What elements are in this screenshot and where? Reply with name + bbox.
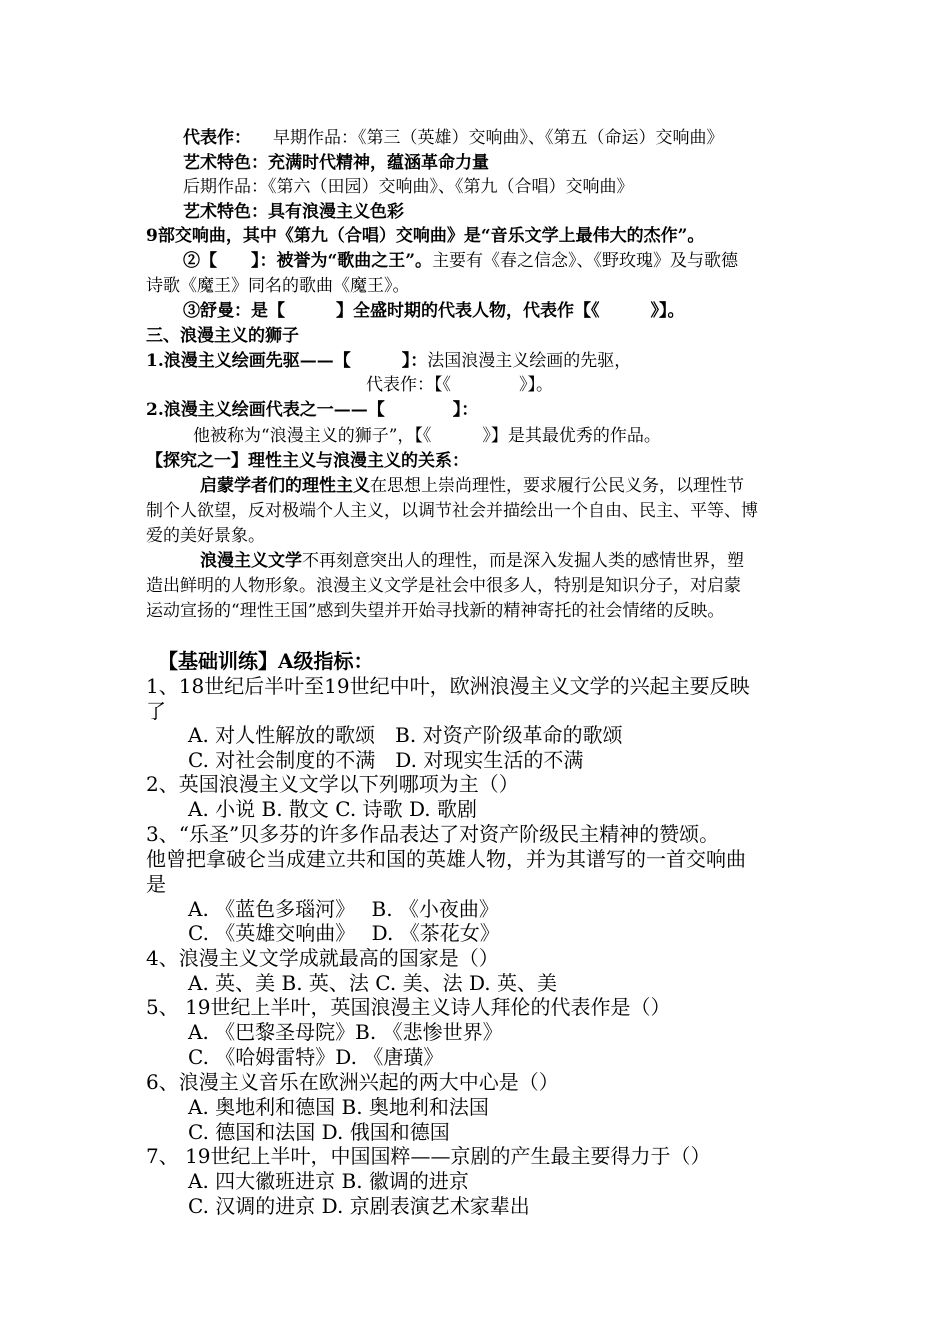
schubert-line-1: [183, 249, 738, 273]
q7-options-ab: A. 四大徽班进京 B. 徽调的进京: [188, 1169, 469, 1193]
explore-p1-line1: [200, 474, 744, 498]
painting-pioneer-rest: 法国浪漫主义绘画的先驱，: [427, 351, 632, 371]
explore-heading: 【探究之一】理性主义与浪漫主义的关系：: [146, 451, 469, 471]
section-three-heading: 三、浪漫主义的狮子: [146, 326, 299, 346]
q2-options: A. 小说 B. 散文 C. 诗歌 D. 歌剧: [188, 797, 477, 821]
q1-options-ab: A. 对人性解放的歌颂 B. 对资产阶级革命的歌颂: [188, 723, 623, 747]
training-heading: 【基础训练】A级指标：: [158, 649, 374, 673]
explore-p2-line3: 运动宣扬的“理性王国”感到失望并开始寻找新的精神寄托的社会情绪的反映。: [146, 601, 725, 621]
q3-options-ab: A. 《蓝色多瑙河》 B. 《小夜曲》: [188, 897, 499, 921]
q3-line3: 是: [146, 872, 166, 896]
schumann-rest: 代表作【《 》】。: [523, 301, 685, 321]
explore-p1-line3: 爱的美好景象。: [146, 526, 265, 546]
q7-options-cd: C. 汉调的进京 D. 京剧表演艺术家辈出: [188, 1194, 530, 1218]
q3-options-cd: C. 《英雄交响曲》 D. 《茶花女》: [188, 921, 500, 945]
q6-options-cd: C. 德国和法国 D. 俄国和德国: [188, 1120, 450, 1144]
q5-options-cd: C. 《哈姆雷特》D. 《唐璜》: [188, 1045, 444, 1069]
explore-p1-rest: 在思想上崇尚理性，要求履行公民义务，以理性节: [370, 476, 744, 496]
q1-options-cd: C. 对社会制度的不满 D. 对现实生活的不满: [188, 748, 584, 772]
schumann-bold: ③舒曼：是【 】全盛时期的代表人物，: [183, 301, 523, 321]
painting-pioneer-works: 代表作：【《 》】。: [366, 375, 553, 395]
explore-p2-line1: [200, 549, 744, 573]
explore-p1-bold: 启蒙学者们的理性主义: [200, 476, 370, 496]
lion-description: 他被称为“浪漫主义的狮子”，【《 》】是其最优秀的作品。: [193, 426, 661, 446]
q3-line1: 3、“乐圣”贝多芬的许多作品表达了对资产阶级民主精神的赞颂。: [146, 822, 720, 846]
schubert-bold: ②【 】：被誉为“歌曲之王”。: [183, 251, 433, 271]
q7-question: 7、 19世纪上半叶，中国国粹——京剧的产生最主要得力于（）: [146, 1144, 711, 1168]
schumann-line: [183, 299, 685, 323]
works-line: [183, 126, 724, 150]
early-works: 早期作品：《第三（英雄）交响曲》、《第五（命运）交响曲》: [273, 128, 724, 148]
explore-p1-line2: 制个人欲望，反对极端个人主义，以调节社会并描绘出一个自由、民主、平等、博: [146, 501, 758, 521]
q2-question: 2、英国浪漫主义文学以下列哪项为主（）: [146, 772, 519, 796]
nine-symphonies: 9部交响曲，其中《第九（合唱）交响曲》是“音乐文学上最伟大的杰作”。: [146, 226, 705, 246]
painting-pioneer-line: [146, 349, 631, 373]
q1-line1: 1、18世纪后半叶至19世纪中叶，欧洲浪漫主义文学的兴起主要反映: [146, 674, 750, 698]
late-works: 后期作品：《第六（田园）交响曲》、《第九（合唱）交响曲》: [183, 177, 634, 197]
early-feature: 艺术特色：充满时代精神，蕴涵革命力量: [183, 153, 489, 173]
works-label: 代表作：: [183, 128, 251, 148]
q3-line2: 他曾把拿破仑当成建立共和国的英雄人物，并为其谱写的一首交响曲: [146, 847, 746, 871]
q6-question: 6、浪漫主义音乐在欧洲兴起的两大中心是（）: [146, 1070, 559, 1094]
painting-pioneer-bold: 1.浪漫主义绘画先驱——【 】：: [146, 351, 428, 371]
explore-p2-line2: 造出鲜明的人物形象。浪漫主义文学是社会中很多人，特别是知识分子，对启蒙: [146, 576, 741, 596]
explore-p2-bold: 浪漫主义文学: [200, 551, 302, 571]
q4-question: 4、浪漫主义文学成就最高的国家是（）: [146, 946, 499, 970]
q4-options: A. 英、美 B. 英、法 C. 美、法 D. 英、美: [188, 971, 557, 995]
explore-p2-rest: 不再刻意突出人的理性，而是深入发掘人类的感情世界，塑: [302, 551, 744, 571]
schubert-line-2: 诗歌《魔王》同名的歌曲《魔王》。: [146, 276, 410, 296]
schubert-rest: 主要有《春之信念》、《野玫瑰》及与歌德: [432, 251, 739, 271]
late-feature: 艺术特色：具有浪漫主义色彩: [183, 202, 404, 222]
q1-line2: 了: [146, 699, 166, 723]
q6-options-ab: A. 奥地利和德国 B. 奥地利和法国: [188, 1095, 489, 1119]
painting-representative: 2.浪漫主义绘画代表之一——【 】：: [146, 400, 479, 420]
q5-options-ab: A. 《巴黎圣母院》B. 《悲惨世界》: [188, 1020, 503, 1044]
q5-question: 5、 19世纪上半叶，英国浪漫主义诗人拜伦的代表作是（）: [146, 995, 671, 1019]
